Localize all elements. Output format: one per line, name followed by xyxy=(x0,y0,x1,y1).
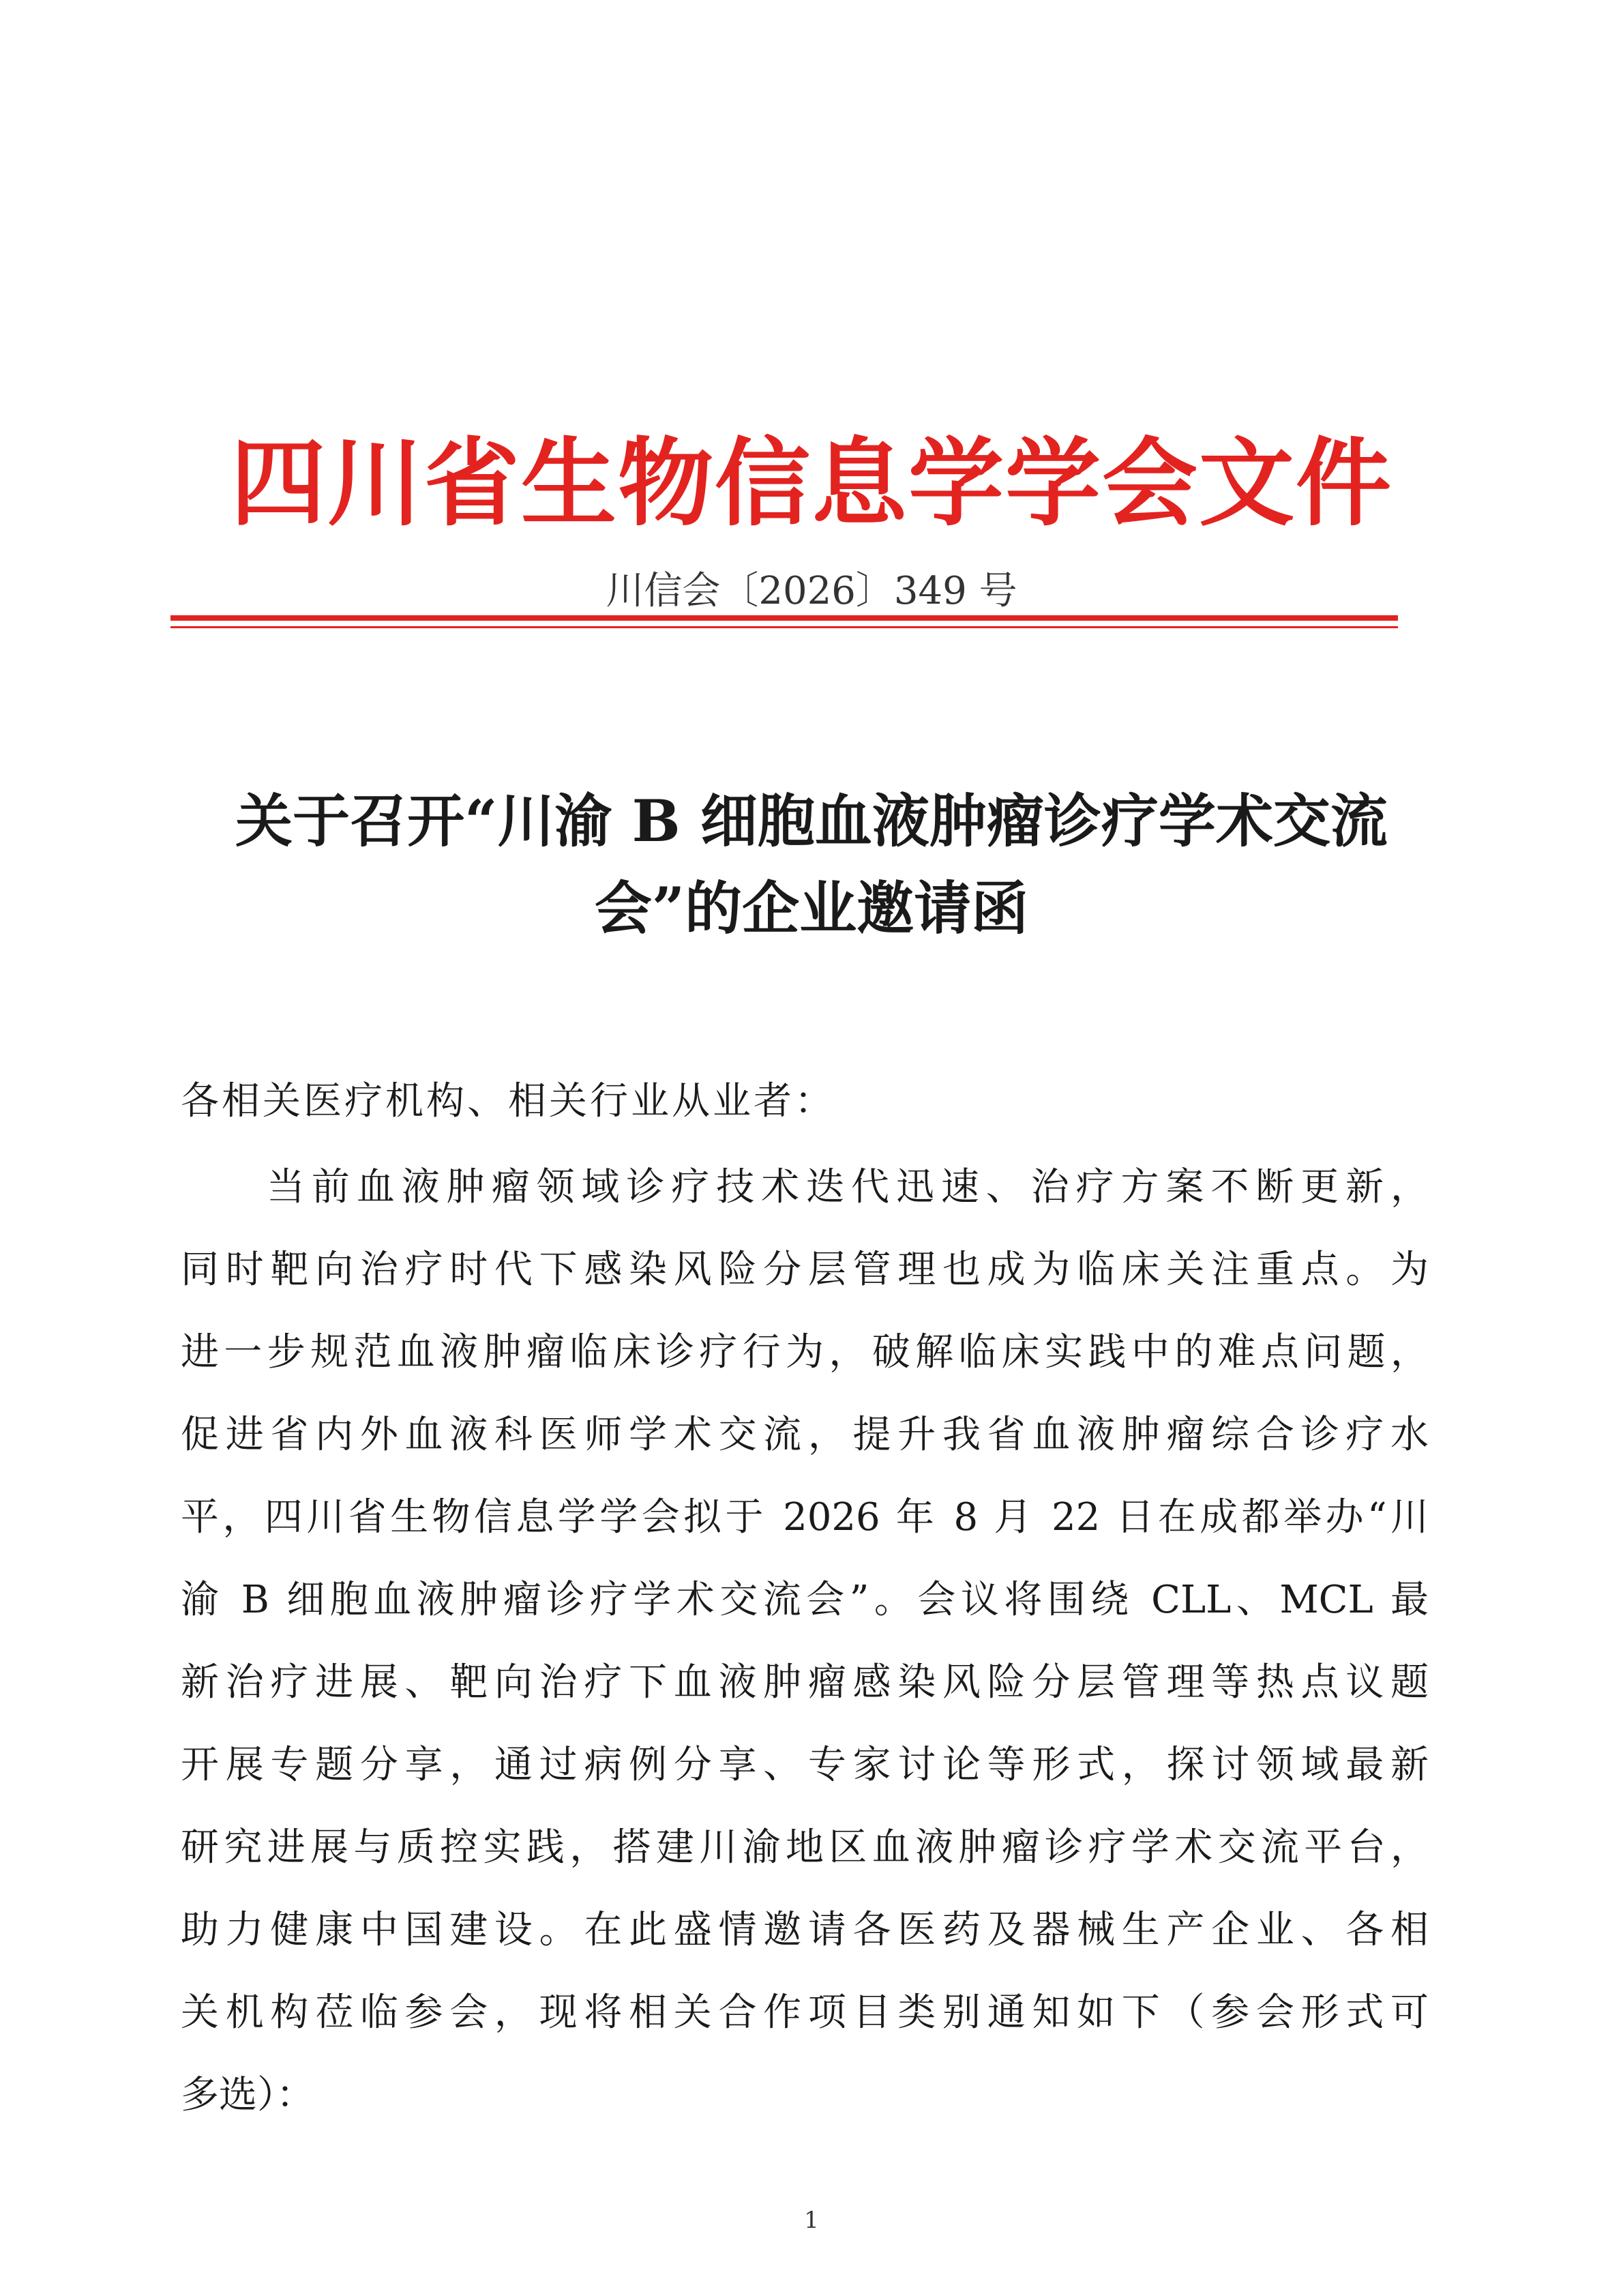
body-line: 同时靶向治疗时代下感染风险分层管理也成为临床关注重点。为 xyxy=(181,1248,1429,1292)
header-red-rule-thin xyxy=(170,626,1398,628)
body-line: 渝 B 细胞血液肿瘤诊疗学术交流会”。会议将围绕 CLL、MCL 最 xyxy=(181,1578,1429,1622)
document-number: 川信会〔2026〕349 号 xyxy=(606,569,1017,613)
body-line: 当前血液肿瘤领域诊疗技术迭代迅速、治疗方案不断更新， xyxy=(267,1165,1429,1209)
body-line: 平，四川省生物信息学学会拟于 2026 年 8 月 22 日在成都举办“川 xyxy=(181,1495,1429,1540)
body-line: 进一步规范血液肿瘤临床诊疗行为，破解临床实践中的难点问题， xyxy=(181,1330,1429,1374)
document-title-line-2: 会”的企业邀请函 xyxy=(594,874,1029,942)
salutation: 各相关医疗机构、相关行业从业者： xyxy=(181,1079,835,1123)
page-number: 1 xyxy=(804,2207,819,2234)
body-line: 助力健康中国建设。在此盛情邀请各医药及器械生产企业、各相 xyxy=(181,1908,1429,1952)
body-line: 研究进展与质控实践，搭建川渝地区血液肿瘤诊疗学术交流平台， xyxy=(181,1825,1429,1870)
body-paragraph xyxy=(181,1146,1429,2136)
document-title-line-1: 关于召开“川渝 B 细胞血液肿瘤诊疗学术交流 xyxy=(235,787,1388,855)
document-title xyxy=(164,778,1459,952)
document-header-title: 四川省生物信息学学会文件 xyxy=(230,428,1393,540)
body-line: 新治疗进展、靶向治疗下血液肿瘤感染风险分层管理等热点议题 xyxy=(181,1660,1429,1705)
body-line: 多选）： xyxy=(181,2073,314,2117)
body-line: 促进省内外血液科医师学术交流，提升我省血液肿瘤综合诊疗水 xyxy=(181,1413,1429,1457)
body-line: 开展专题分享，通过病例分享、专家讨论等形式，探讨领域最新 xyxy=(181,1743,1429,1787)
body-line: 关机构莅临参会，现将相关合作项目类别通知如下（参会形式可 xyxy=(181,1990,1429,2035)
header-red-rule xyxy=(170,615,1398,621)
